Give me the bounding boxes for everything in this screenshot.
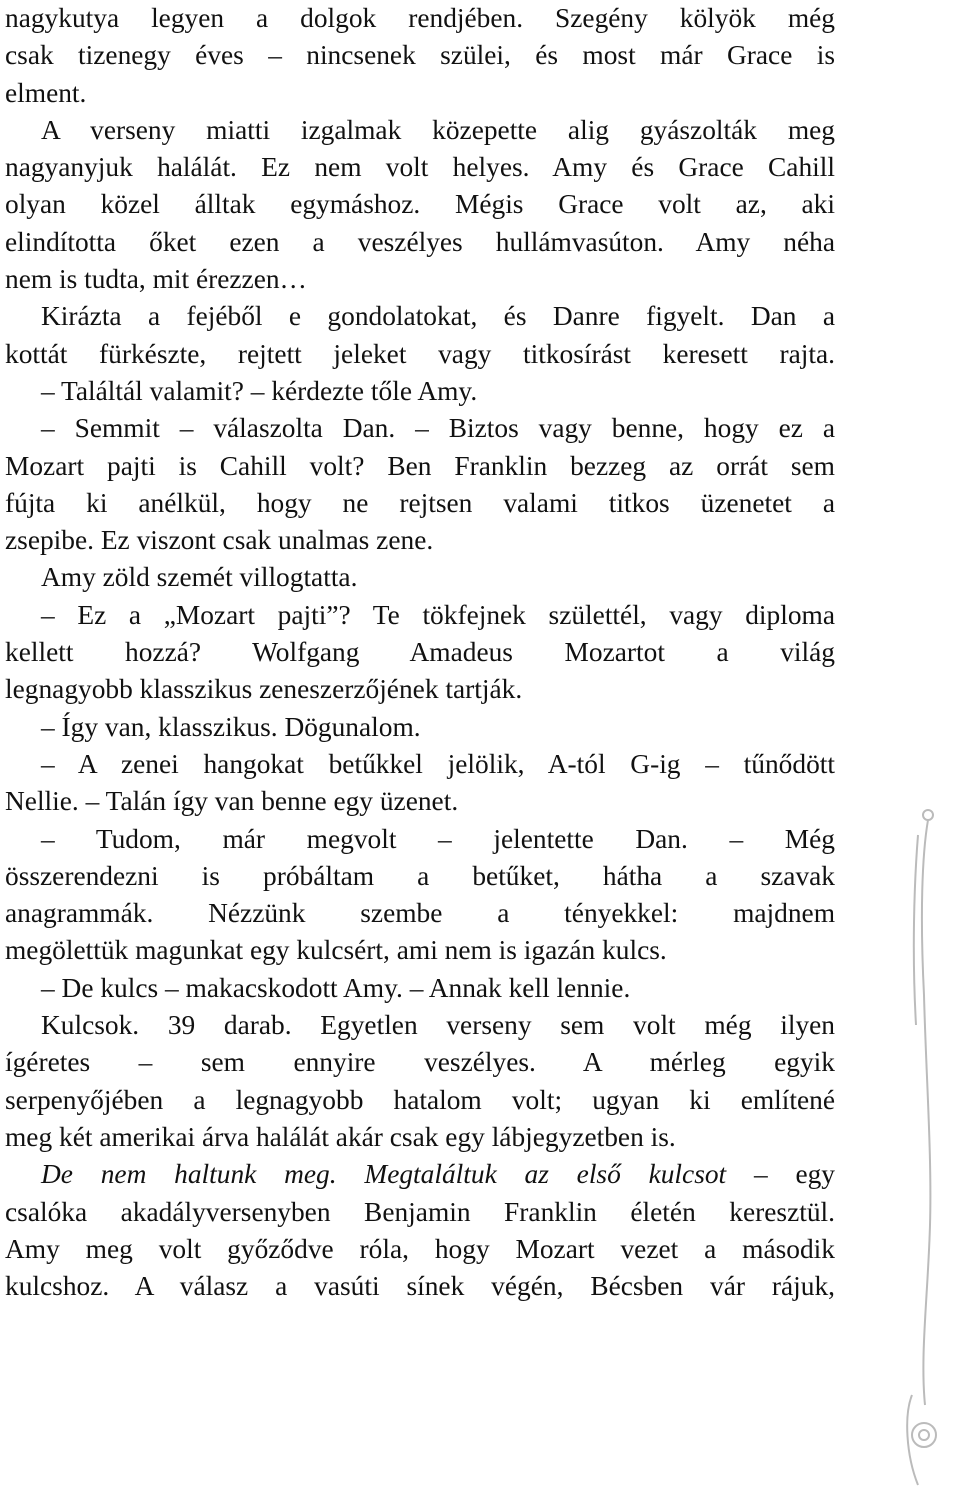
text-line: olyan közel álltak egymáshoz. Mégis Grace volt az, aki xyxy=(5,189,835,220)
text-line: anagrammák. Nézzünk szembe a tényekkel: majdnem xyxy=(5,898,835,929)
text-line: nagykutya legyen a dolgok rendjében. Szegény kölyök még xyxy=(5,3,835,33)
italic-thought: De nem haltunk meg. Megtaláltuk az első kulcsot xyxy=(41,1159,727,1190)
text-line: nagyanyjuk halálát. Ez nem volt helyes. Amy és Grace Cahill xyxy=(5,152,835,183)
ornament-line-icon xyxy=(922,820,930,1405)
text-line: csak tizenegy éves – nincsenek szülei, és most már Grace is xyxy=(5,40,835,71)
text-line: zsepibe. Ez viszont csak unalmas zene. xyxy=(5,525,434,556)
text-line: megölettük magunkat egy kulcsért, ami nem is igazán kulcs. xyxy=(5,935,667,966)
text-line: nem is tudta, mit érezzen… xyxy=(5,264,307,295)
text-line: kottát fürkészte, rejtett jeleket vagy titkosírást keresett rajta. xyxy=(5,338,835,369)
text-line: Amy meg volt győződve róla, hogy Mozart vezet a második xyxy=(5,1233,835,1264)
text-line: csalóka akadályversenyben Benjamin Franklin életén keresztül. xyxy=(5,1196,835,1227)
text-line: meg két amerikai árva halálát akár csak egy lábjegyzetben is. xyxy=(5,1121,676,1152)
ornament-circle-icon xyxy=(923,810,933,820)
decorative-ornament xyxy=(900,795,960,1497)
text-line: Amy zöld szemét villogtatta. xyxy=(41,562,358,593)
text-line: elindította őket ezen a veszélyes hullámvasúton. Amy néha xyxy=(5,226,835,257)
text-line: legnagyobb klasszikus zeneszerzőjének tartják. xyxy=(5,674,523,705)
text-line: – Találtál valamit? – kérdezte tőle Amy. xyxy=(41,375,478,406)
text-line-rest: – egy xyxy=(726,1159,835,1190)
text-line: elment. xyxy=(5,77,87,108)
text-line: ígéretes – sem ennyire veszélyes. A mérleg egyik xyxy=(5,1047,835,1078)
text-line: – Tudom, már megvolt – jelentette Dan. – Még xyxy=(41,823,835,854)
text-line xyxy=(5,1156,835,1193)
text-line: A verseny miatti izgalmak közepette alig gyászolták meg xyxy=(41,114,835,145)
text-line: összerendezni is próbáltam a betűket, hátha a szavak xyxy=(5,860,835,891)
text-line: – A zenei hangokat betűkkel jelölik, A-tól G-ig – tűnődött xyxy=(41,748,835,779)
text-line: Kulcsok. 39 darab. Egyetlen verseny sem volt még ilyen xyxy=(41,1010,835,1041)
text-line: – Így van, klasszikus. Dögunalom. xyxy=(41,711,421,742)
text-line: kellett hozzá? Wolfgang Amadeus Mozartot a világ xyxy=(5,637,835,668)
ornament-swirl-icon xyxy=(919,1430,929,1440)
ornament-line-icon xyxy=(914,835,918,1025)
text-line: – De kulcs – makacskodott Amy. – Annak kell lennie. xyxy=(41,972,631,1003)
ornament-swirl-icon xyxy=(912,1423,936,1447)
text-line: Nellie. – Talán így van benne egy üzenet. xyxy=(5,786,459,817)
text-line: Kirázta a fejéből e gondolatokat, és Danre figyelt. Dan a xyxy=(41,301,835,332)
text-line: – Semmit – válaszolta Dan. – Biztos vagy benne, hogy ez a xyxy=(41,413,835,444)
text-line: fújta ki anélkül, hogy ne rejtsen valami titkos üzenetet a xyxy=(5,487,835,518)
text-line: Mozart pajti is Cahill volt? Ben Franklin bezzeg az orrát sem xyxy=(5,450,835,481)
book-page-text xyxy=(5,0,835,1305)
text-line: – Ez a „Mozart pajti”? Te tökfejnek születtél, vagy diploma xyxy=(41,599,835,630)
text-line: serpenyőjében a legnagyobb hatalom volt; ugyan ki említené xyxy=(5,1084,835,1115)
text-line: kulcshoz. A válasz a vasúti sínek végén, Bécsben vár rájuk, xyxy=(5,1271,835,1302)
